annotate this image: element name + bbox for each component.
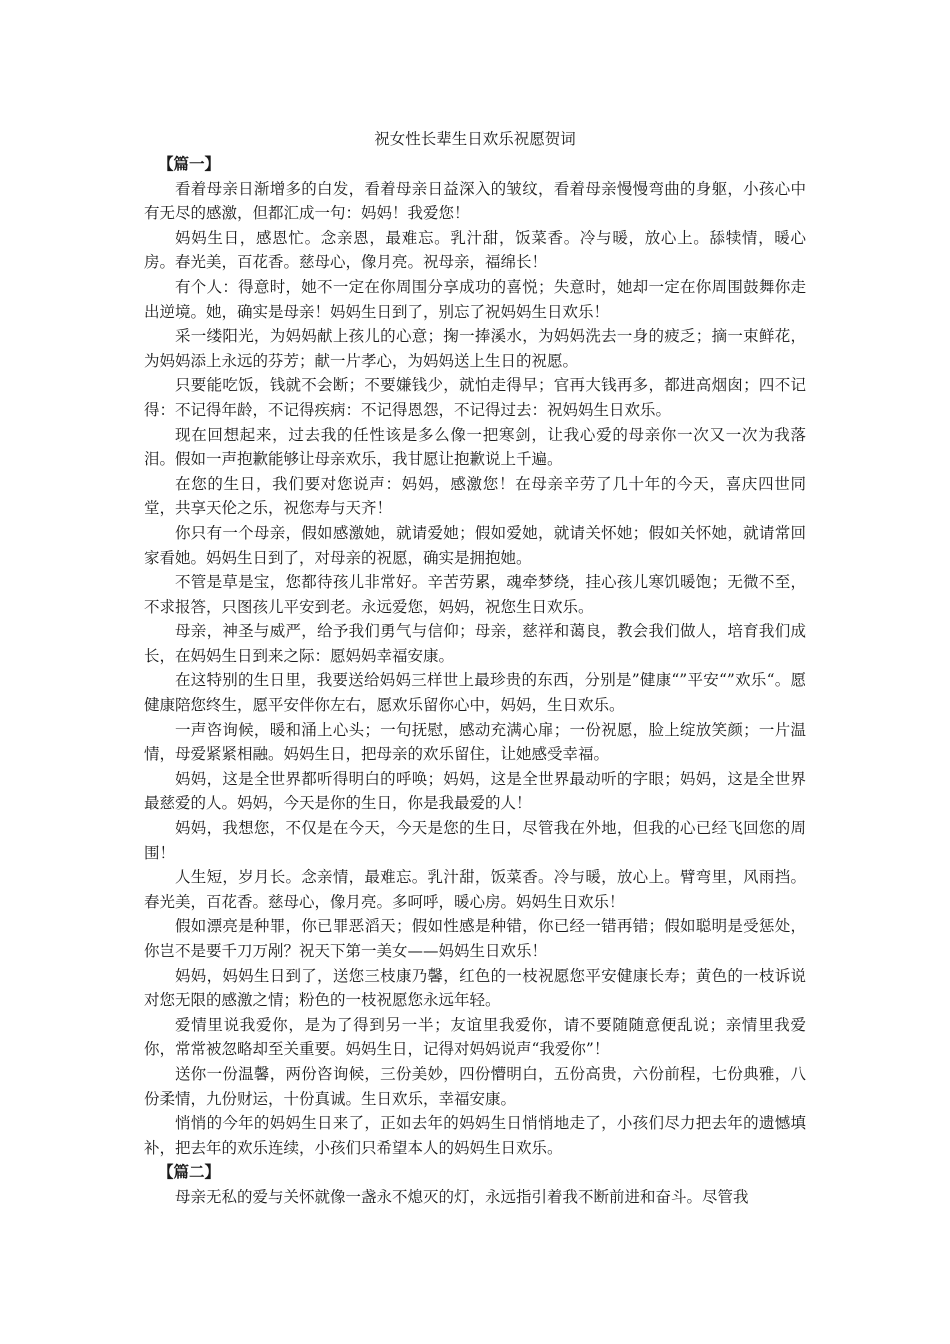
paragraph: 采一缕阳光，为妈妈献上孩儿的心意；掬一捧溪水，为妈妈洗去一身的疲乏；摘一束鲜花，为妈妈添上永远的芬芳；献一片孝心，为妈妈送上生日的祝愿。 — [144, 327, 806, 370]
paragraph: 母亲，神圣与威严，给予我们勇气与信仰；母亲，慈祥和蔼良，教会我们做人，培育我们成长，在妈妈生日到来之际：愿妈妈幸福安康。 — [144, 622, 806, 665]
paragraph: 送你一份温馨，两份咨询候，三份美妙，四份懵明白，五份高贵，六份前程，七份典雅，八份柔情，九份财运，十份真诚。生日欢乐，幸福安康。 — [144, 1064, 806, 1108]
paragraph: 有个人：得意时，她不一定在你周围分享成功的喜悦；失意时，她却一定在你周围鼓舞你走出逆境。她，确实是母亲！妈妈生日到了，别忘了祝妈妈生日欢乐！ — [144, 277, 806, 321]
paragraph: 不管是草是宝，您都待孩儿非常好。辛苦劳累，魂牵梦绕，挂心孩儿寒饥暖饱；无微不至，不求报答，只图孩儿平安到老。永远爱您，妈妈，祝您生日欢乐。 — [144, 573, 806, 616]
section-heading: 【篇二】 — [158, 1162, 221, 1182]
section-2 — [144, 1160, 806, 1209]
paragraph: 母亲无私的爱与关怀就像一盏永不熄灭的灯，永远指引着我不断前进和奋斗。尽管我 — [175, 1187, 749, 1206]
section-heading: 【篇一】 — [158, 154, 221, 173]
paragraph: 妈妈，我想您，不仅是在今天，今天是您的生日，尽管我在外地，但我的心已经飞回您的周围！ — [144, 819, 806, 862]
paragraph: 妈妈，妈妈生日到了，送您三枝康乃馨，红色的一枝祝愿您平安健康长寿；黄色的一枝诉说对您无限的感激之情；粉色的一枝祝愿您永远年轻。 — [144, 966, 806, 1010]
paragraph: 只要能吃饭，钱就不会断；不要嫌钱少，就怕走得早；官再大钱再多，都进高烟囱；四不记得：不记得年龄，不记得疾病：不记得恩怨，不记得过去：祝妈妈生日欢乐。 — [144, 376, 806, 419]
paragraph: 爱情里说我爱你，是为了得到另一半；友谊里我爱你，请不要随随意便乱说；亲情里我爱你，常常被忽略却至关重要。妈妈生日，记得对妈妈说声“我爱你”！ — [144, 1015, 806, 1059]
paragraph: 在您的生日，我们要对您说声：妈妈，感激您！在母亲辛劳了几十年的今天，喜庆四世同堂，共享天伦之乐，祝您寿与天齐！ — [144, 474, 806, 518]
paragraph: 你只有一个母亲，假如感激她，就请爱她；假如爱她，就请关怀她；假如关怀她，就请常回家看她。妈妈生日到了，对母亲的祝愿，确实是拥抱她。 — [144, 523, 806, 567]
section-1 — [144, 152, 806, 1160]
paragraph: 假如漂亮是种罪，你已罪恶滔天；假如性感是种错，你已经一错再错；假如聪明是受惩处，你岂不是要千刀万剐？祝天下第一美女——妈妈生日欢乐！ — [144, 917, 806, 960]
paragraph: 看着母亲日渐增多的白发，看着母亲日益深入的皱纹，看着母亲慢慢弯曲的身躯，小孩心中有无尽的感激，但都汇成一句：妈妈！我爱您！ — [144, 179, 806, 223]
paragraph: 一声咨询候，暖和涌上心头；一句抚慰，感动充满心扉；一份祝愿，脸上绽放笑颜；一片温情，母爱紧紧相融。妈妈生日，把母亲的欢乐留住，让她感受幸福。 — [144, 720, 806, 764]
paragraph: 在这特别的生日里，我要送给妈妈三样世上最珍贵的东西，分别是”健康“”平安“”欢乐“。愿健康陪您终生，愿平安伴你左右，愿欢乐留你心中，妈妈，生日欢乐。 — [144, 671, 806, 715]
paragraph: 现在回想起来，过去我的任性该是多么像一把寒剑，让我心爱的母亲你一次又一次为我落泪。假如一声抱歉能够让母亲欢乐，我甘愿让抱歉说上千遍。 — [144, 425, 806, 469]
paragraph: 悄悄的今年的妈妈生日来了，正如去年的妈妈生日悄悄地走了，小孩们尽力把去年的遗憾填补，把去年的欢乐连续，小孩们只希望本人的妈妈生日欢乐。 — [144, 1114, 806, 1157]
paragraph: 人生短，岁月长。念亲情，最难忘。乳汁甜，饭菜香。冷与暖，放心上。臂弯里，风雨挡。春光美，百花香。慈母心，像月亮。多呵呼，暖心房。妈妈生日欢乐！ — [144, 868, 806, 911]
paragraph: 妈妈生日，感恩忙。念亲恩，最难忘。乳汁甜，饭菜香。冷与暖，放心上。舔犊情，暖心房。春光美，百花香。慈母心，像月亮。祝母亲，福绵长！ — [144, 228, 806, 272]
paragraph: 妈妈，这是全世界都听得明白的呼唤；妈妈，这是全世界最动听的字眼；妈妈，这是全世界最慈爱的人。妈妈，今天是你的生日，你是我最爱的人！ — [144, 769, 806, 813]
document-title: 祝女性长辈生日欢乐祝愿贺词 — [374, 130, 576, 148]
document-page — [144, 126, 806, 1210]
